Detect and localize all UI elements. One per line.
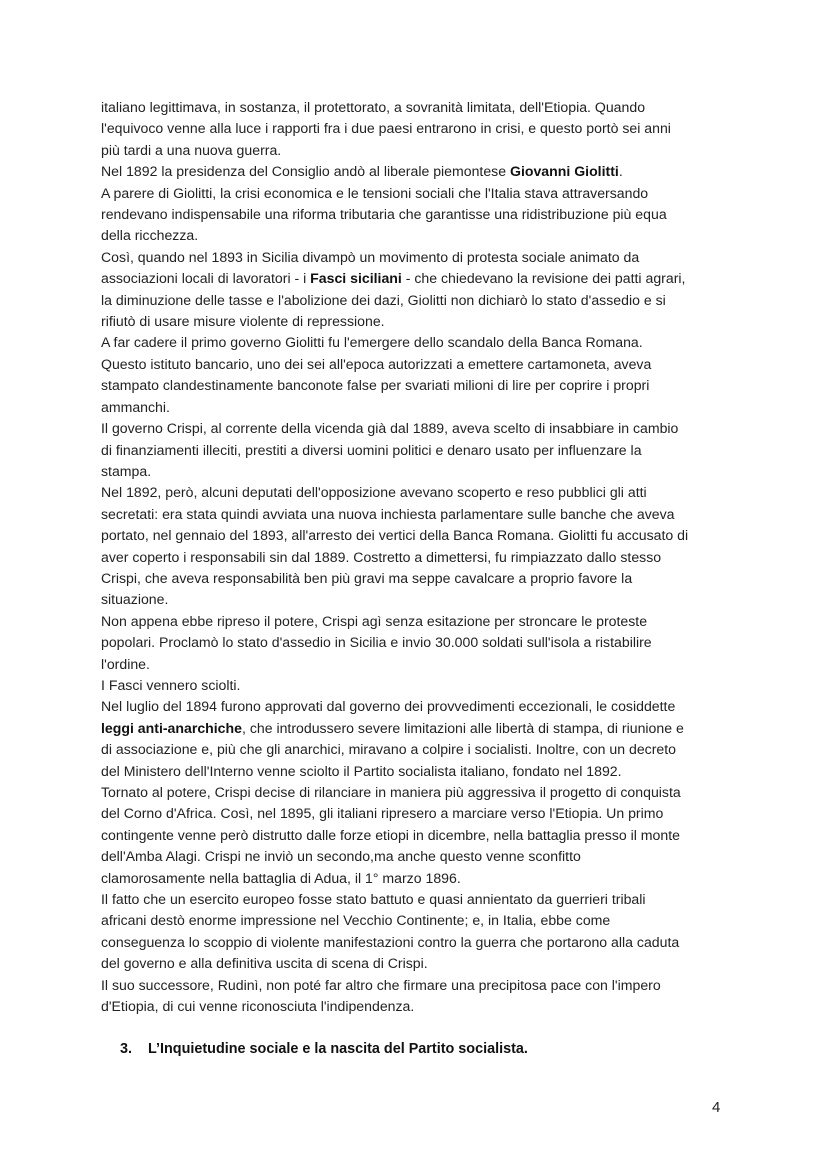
- text-line: [101, 482, 741, 503]
- text-line: [101, 611, 741, 632]
- text-line: [101, 97, 741, 118]
- text-line: [101, 675, 741, 696]
- text-line: [101, 247, 741, 268]
- text-segment: Non appena ebbe ripreso il potere, Crispi agì senza esitazione per stroncare le proteste: [101, 612, 648, 629]
- text-line: [101, 418, 741, 439]
- text-line: [101, 354, 741, 375]
- text-line: [101, 996, 741, 1017]
- text-segment: rendevano indispensabile una riforma tributaria che garantisse una ridistribuzione più equa: [101, 206, 667, 223]
- text-line: [101, 632, 741, 653]
- text-segment: l'ordine.: [101, 655, 150, 672]
- text-segment: africani destò enorme impressione nel Vecchio Continente; e, in Italia, ebbe come: [101, 912, 611, 929]
- text-segment: l'equivoco venne alla luce i rapporti fra i due paesi entrarono in crisi, e questo portò sei anni: [101, 120, 671, 137]
- text-line: [101, 161, 741, 182]
- text-segment: portato, nel gennaio del 1893, all'arresto dei vertici della Banca Romana. Giolitti fu accusato di: [101, 527, 689, 544]
- text-line: [101, 440, 741, 461]
- text-line: [101, 825, 741, 846]
- text-line: [101, 118, 741, 139]
- text-line: [101, 932, 741, 953]
- text-segment: Così, quando nel 1893 in Sicilia divampò un movimento di protesta sociale animato da: [101, 248, 640, 265]
- text-segment: più tardi a una nuova guerra.: [101, 141, 282, 158]
- text-segment: Il fatto che un esercito europeo fosse stato battuto e quasi annientato da guerrieri tribali: [101, 891, 646, 908]
- text-line: [101, 311, 741, 332]
- text-segment: aver coperto i responsabili sin dal 1889. Costretto a dimettersi, fu rimpiazzato dallo stesso: [101, 548, 662, 565]
- text-line: [101, 547, 741, 568]
- section-number: 3.: [120, 1041, 133, 1057]
- section-title: L’Inquietudine sociale e la nascita del Partito socialista.: [148, 1041, 528, 1057]
- section-heading: [120, 1041, 528, 1057]
- text-line: [101, 910, 741, 931]
- text-segment: rifiutò di usare misure violente di repressione.: [101, 313, 385, 330]
- text-line: [101, 953, 741, 974]
- text-line: [101, 183, 741, 204]
- text-segment: Crispi, che aveva responsabilità ben più gravi ma seppe cavalcare a proprio favore la: [101, 569, 633, 586]
- text-segment: Nel 1892, però, alcuni deputati dell'opposizione avevano scoperto e reso pubblici gli atti: [101, 484, 647, 501]
- text-line: [101, 761, 741, 782]
- body-text: [101, 97, 741, 1017]
- text-segment: di associazione e, più che gli anarchici, miravano a colpire i socialisti. Inoltre, con un decreto: [101, 741, 677, 758]
- text-segment: Nel 1892 la presidenza del Consiglio andò al liberale piemontese: [101, 163, 510, 180]
- text-line: [101, 589, 741, 610]
- text-segment: - che chiedevano la revisione dei patti agrari,: [401, 270, 686, 287]
- text-segment: del Ministero dell'Interno venne sciolto il Partito socialista italiano, fondato nel 1892.: [101, 762, 622, 779]
- text-line: [101, 332, 741, 353]
- text-segment: popolari. Proclamò lo stato d'assedio in Sicilia e invio 30.000 soldati sull'isola a ristabilire: [101, 634, 652, 651]
- text-segment: .: [618, 163, 623, 180]
- text-segment: I Fasci vennero sciolti.: [101, 676, 241, 693]
- text-segment: Il suo successore, Rudinì, non poté far altro che firmare una precipitosa pace con l'impero: [101, 976, 661, 993]
- text-line: [101, 718, 741, 739]
- text-line: [101, 525, 741, 546]
- text-line: [101, 868, 741, 889]
- text-line: [101, 461, 741, 482]
- text-line: [101, 654, 741, 675]
- text-segment: secretati: era stata quindi avviata una nuova inchiesta parlamentare sulle banche che aveva: [101, 505, 675, 522]
- text-segment: italiano legittimava, in sostanza, il protettorato, a sovranità limitata, dell'Etiopia. Quando: [101, 99, 646, 115]
- text-segment: stampa.: [101, 462, 152, 479]
- text-line: [101, 225, 741, 246]
- text-segment: A parere di Giolitti, la crisi economica e le tensioni sociali che l'Italia stava attraversando: [101, 184, 649, 201]
- page-number: 4: [712, 1099, 721, 1116]
- text-segment: del governo e alla definitiva uscita di scena di Crispi.: [101, 955, 428, 972]
- text-segment: Tornato al potere, Crispi decise di rilanciare in maniera più aggressiva il progetto di conquista: [101, 784, 681, 800]
- text-line: [101, 268, 741, 289]
- text-segment: stampato clandestinamente banconote false per svariati milioni di lire per coprire i propri: [101, 377, 650, 394]
- text-segment: ammanchi.: [101, 398, 170, 415]
- text-segment: della ricchezza.: [101, 227, 199, 244]
- text-line: [101, 975, 741, 996]
- text-segment: associazioni locali di lavoratori - i: [101, 270, 311, 287]
- text-line: [101, 782, 741, 803]
- text-segment: conseguenza lo scoppio di violente manifestazioni contro la guerra che portarono alla caduta: [101, 933, 680, 950]
- text-segment: Nel luglio del 1894 furono approvati dal governo dei provvedimenti eccezionali, le cosiddette: [101, 698, 676, 715]
- text-line: [101, 204, 741, 225]
- text-segment: Il governo Crispi, al corrente della vicenda già dal 1889, aveva scelto di insabbiare in cambio: [101, 420, 679, 437]
- bold-term: Fasci siciliani: [310, 270, 402, 287]
- text-segment: dell'Amba Alagi. Crispi ne inviò un secondo,ma anche questo venne sconfitto: [101, 848, 581, 865]
- text-line: [101, 375, 741, 396]
- text-segment: d'Etiopia, di cui venne riconosciuta l'indipendenza.: [101, 998, 415, 1015]
- text-segment: situazione.: [101, 591, 169, 608]
- text-segment: clamorosamente nella battaglia di Adua, il 1° marzo 1896.: [101, 869, 461, 886]
- text-segment: A far cadere il primo governo Giolitti fu l'emergere dello scandalo della Banca Romana.: [101, 334, 643, 351]
- text-segment: , che introdussero severe limitazioni alle libertà di stampa, di riunione e: [241, 719, 684, 736]
- text-line: [101, 290, 741, 311]
- text-line: [101, 140, 741, 161]
- bold-term: Giovanni Giolitti: [509, 163, 619, 180]
- text-line: [101, 846, 741, 867]
- text-segment: la diminuzione delle tasse e l'abolizione dei dazi, Giolitti non dichiarò lo stato d'assedio e si: [101, 291, 666, 308]
- text-line: [101, 504, 741, 525]
- text-line: [101, 803, 741, 824]
- text-line: [101, 397, 741, 418]
- text-segment: Questo istituto bancario, uno dei sei all'epoca autorizzati a emettere cartamoneta, aveva: [101, 355, 652, 372]
- text-line: [101, 568, 741, 589]
- text-segment: contingente venne però distrutto dalle forze etiopi in dicembre, nella battaglia presso il monte: [101, 826, 680, 843]
- text-line: [101, 739, 741, 760]
- text-line: [101, 696, 741, 717]
- text-segment: di finanziamenti illeciti, prestiti a diversi uomini politici e denaro usato per influenzare la: [101, 441, 642, 458]
- text-segment: del Corno d'Africa. Così, nel 1895, gli italiani ripresero a marciare verso l'Etiopia. Un primo: [101, 805, 664, 822]
- text-line: [101, 889, 741, 910]
- bold-term: leggi anti-anarchiche: [101, 719, 242, 736]
